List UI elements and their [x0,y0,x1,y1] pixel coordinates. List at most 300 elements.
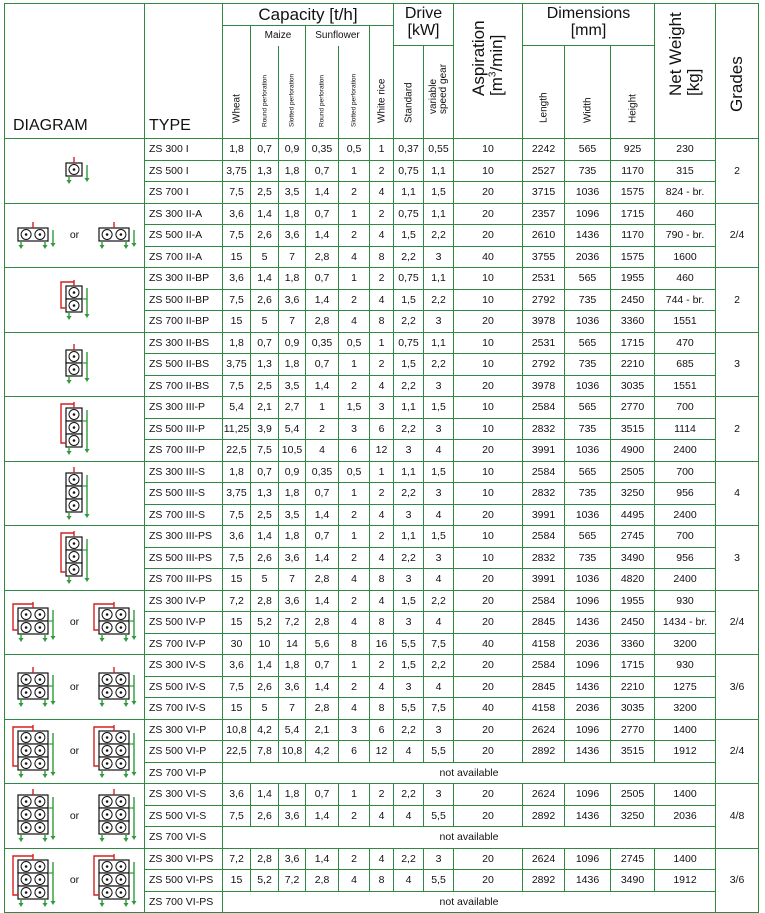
value-cell: 1,8 [279,483,306,505]
value-cell: 700 [655,461,716,483]
not-available-cell: not available [223,827,716,849]
value-cell: 4 [424,440,454,462]
type-cell: ZS 500 III-P [145,418,223,440]
value-cell: 2,8 [306,246,339,268]
type-cell: ZS 700 II-A [145,246,223,268]
value-cell: 3,75 [223,354,251,376]
value-cell: 2,5 [251,182,279,204]
value-cell: 2745 [611,848,655,870]
value-cell: 4 [424,612,454,634]
value-cell: 20 [454,784,523,806]
value-cell: 2,2 [394,311,424,333]
type-cell: ZS 500 II-A [145,225,223,247]
sunflower-header: Sunflower [306,26,370,46]
value-cell: 0,7 [251,461,279,483]
value-cell: 2832 [523,418,565,440]
value-cell: 1,4 [306,848,339,870]
or-label: or [69,874,80,887]
value-cell: 2400 [655,569,716,591]
value-cell: 3250 [611,483,655,505]
value-cell: 7,5 [223,225,251,247]
value-cell: 2,1 [251,397,279,419]
value-cell: 1114 [655,418,716,440]
value-cell: 10 [454,397,523,419]
value-cell: 2584 [523,461,565,483]
value-cell: 20 [454,203,523,225]
value-cell: 1,8 [279,526,306,548]
value-cell: 0,7 [251,139,279,161]
value-cell: 4 [370,225,394,247]
table-row [5,590,759,612]
capacity-header: Capacity [t/h] [223,4,394,26]
flow-diagram-icon-alt [89,725,141,778]
diagram-header: DIAGRAM [5,4,145,139]
value-cell: 2,8 [306,612,339,634]
value-cell: 0,75 [394,203,424,225]
value-cell: 565 [565,461,611,483]
specification-table [4,3,759,913]
value-cell: 460 [655,203,716,225]
value-cell: 4 [306,440,339,462]
value-cell: 3 [394,440,424,462]
variable-speed-gear-header: variable speed gear [424,46,454,139]
value-cell: 3,6 [279,289,306,311]
value-cell: 735 [565,354,611,376]
value-cell: 1 [370,332,394,354]
value-cell: 20 [454,440,523,462]
value-cell: 2610 [523,225,565,247]
value-cell: 20 [454,676,523,698]
value-cell: 735 [565,483,611,505]
value-cell: 15 [223,698,251,720]
flow-diagram-icon [8,854,60,907]
value-cell: 3991 [523,569,565,591]
value-cell: 10 [251,633,279,655]
value-cell: 3 [424,547,454,569]
value-cell: 2892 [523,805,565,827]
value-cell: 0,75 [394,160,424,182]
flow-diagram-icon [56,344,94,384]
value-cell: 30 [223,633,251,655]
flow-diagram-icon [8,602,60,642]
type-header: TYPE [145,4,223,139]
value-cell: 1955 [611,268,655,290]
value-cell: 1436 [565,676,611,698]
value-cell: 0,9 [279,332,306,354]
value-cell: 2624 [523,719,565,741]
type-cell: ZS 500 III-S [145,483,223,505]
value-cell: 4 [370,182,394,204]
value-cell: 930 [655,655,716,677]
type-cell: ZS 500 II-BP [145,289,223,311]
value-cell: 4 [394,870,424,892]
value-cell: 0,7 [306,483,339,505]
value-cell: 10 [454,139,523,161]
value-cell: 3,6 [279,805,306,827]
value-cell: 22,5 [223,440,251,462]
value-cell: 2,6 [251,547,279,569]
value-cell: 6 [370,719,394,741]
value-cell: 735 [565,160,611,182]
value-cell: 1036 [565,440,611,462]
type-cell: ZS 300 VI-S [145,784,223,806]
type-cell: ZS 300 III-S [145,461,223,483]
value-cell: 1400 [655,848,716,870]
value-cell: 3 [424,483,454,505]
value-cell: 3,5 [279,504,306,526]
value-cell: 12 [370,741,394,763]
value-cell: 10 [454,289,523,311]
value-cell: 2 [370,655,394,677]
value-cell: 4 [394,741,424,763]
grades-cell: 2/4 [716,203,759,268]
value-cell: 5,2 [251,870,279,892]
type-cell: ZS 300 IV-S [145,655,223,677]
diagram-cell [5,719,145,784]
value-cell: 20 [454,870,523,892]
grades-cell: 2 [716,397,759,462]
value-cell: 10 [454,268,523,290]
standard-header: Standard [394,46,424,139]
value-cell: 1 [339,526,370,548]
value-cell: 5 [251,569,279,591]
value-cell: 8 [370,698,394,720]
value-cell: 1,3 [251,160,279,182]
grades-cell: 4/8 [716,784,759,849]
value-cell: 3 [394,676,424,698]
value-cell: 2892 [523,870,565,892]
grades-cell: 3/6 [716,848,759,913]
value-cell: 0,7 [306,160,339,182]
value-cell: 8 [370,612,394,634]
value-cell: 3,6 [223,203,251,225]
value-cell: 0,9 [279,461,306,483]
height-header: Height [611,46,655,139]
value-cell: 470 [655,332,716,354]
value-cell: 20 [454,719,523,741]
value-cell: 1715 [611,203,655,225]
value-cell: 0,9 [279,139,306,161]
type-cell: ZS 500 IV-P [145,612,223,634]
value-cell: 7,2 [223,590,251,612]
value-cell: 5,2 [251,612,279,634]
type-cell: ZS 300 III-P [145,397,223,419]
value-cell: 4 [424,569,454,591]
value-cell: 3360 [611,311,655,333]
value-cell: 5,4 [223,397,251,419]
value-cell: 1170 [611,160,655,182]
value-cell: 565 [565,332,611,354]
value-cell: 2 [339,225,370,247]
value-cell: 2,2 [424,289,454,311]
value-cell: 1,8 [279,203,306,225]
value-cell: 2450 [611,289,655,311]
value-cell: 1,5 [394,289,424,311]
value-cell: 3490 [611,870,655,892]
type-cell: ZS 300 II-BS [145,332,223,354]
value-cell: 2450 [611,612,655,634]
value-cell: 8 [370,569,394,591]
value-cell: 3 [394,569,424,591]
value-cell: 1,4 [251,784,279,806]
value-cell: 2,8 [306,698,339,720]
value-cell: 2 [370,354,394,376]
value-cell: 3,6 [223,526,251,548]
value-cell: 2,8 [251,848,279,870]
value-cell: 5,5 [424,805,454,827]
value-cell: 5,4 [279,418,306,440]
diagram-cell [5,268,145,333]
type-cell: ZS 300 III-PS [145,526,223,548]
value-cell: 1,4 [251,203,279,225]
value-cell: 40 [454,633,523,655]
diagram-cell [5,848,145,913]
value-cell: 2745 [611,526,655,548]
value-cell: 8 [370,870,394,892]
value-cell: 4 [370,504,394,526]
value-cell: 3,6 [279,590,306,612]
type-cell: ZS 300 VI-P [145,719,223,741]
table-row [5,332,759,354]
value-cell: 10 [454,526,523,548]
value-cell: 1,5 [394,655,424,677]
value-cell: 1 [339,268,370,290]
value-cell: 565 [565,397,611,419]
value-cell: 15 [223,870,251,892]
value-cell: 1036 [565,182,611,204]
value-cell: 6 [339,741,370,763]
diagram-cell [5,397,145,462]
value-cell: 3 [424,311,454,333]
value-cell: 40 [454,698,523,720]
value-cell: 735 [565,547,611,569]
value-cell: 1,1 [394,526,424,548]
value-cell: 2,5 [251,375,279,397]
value-cell: 4 [339,311,370,333]
value-cell: 1,5 [394,590,424,612]
value-cell: 20 [454,569,523,591]
diagram-cell [5,784,145,849]
value-cell: 2,2 [394,246,424,268]
net-weight-header: Net Weight [kg] [655,4,716,139]
value-cell: 1575 [611,182,655,204]
value-cell: 2,2 [424,655,454,677]
value-cell: 1551 [655,311,716,333]
grades-cell: 2/4 [716,719,759,784]
value-cell: 1,5 [424,461,454,483]
type-cell: ZS 700 VI-P [145,762,223,784]
value-cell: 0,55 [424,139,454,161]
grades-cell: 2 [716,139,759,204]
table-row [5,655,759,677]
value-cell: 3 [370,397,394,419]
value-cell: 2,2 [394,483,424,505]
value-cell: 3200 [655,633,716,655]
diagram-cell [5,203,145,268]
value-cell: 4 [370,547,394,569]
value-cell: 2,2 [394,547,424,569]
type-cell: ZS 300 II-A [145,203,223,225]
type-cell: ZS 700 III-P [145,440,223,462]
table-row [5,397,759,419]
value-cell: 4 [424,676,454,698]
value-cell: 1,4 [251,526,279,548]
value-cell: 2210 [611,676,655,698]
value-cell: 2505 [611,784,655,806]
value-cell: 5,5 [394,698,424,720]
value-cell: 2845 [523,676,565,698]
value-cell: 735 [565,418,611,440]
or-label: or [69,745,80,758]
value-cell: 4158 [523,698,565,720]
value-cell: 2624 [523,784,565,806]
value-cell: 0,35 [306,139,339,161]
spec-body [5,139,759,913]
value-cell: 2,8 [251,590,279,612]
value-cell: 1,8 [223,139,251,161]
value-cell: 7 [279,311,306,333]
grades-cell: 2/4 [716,590,759,655]
value-cell: 1,1 [424,332,454,354]
value-cell: 1434 - br. [655,612,716,634]
value-cell: 4 [370,590,394,612]
value-cell: 7,5 [223,805,251,827]
sunflower-slotted-perforation-header: Slotted perforation [339,46,370,139]
value-cell: 10,8 [279,741,306,763]
value-cell: 8 [339,633,370,655]
value-cell: 20 [454,848,523,870]
value-cell: 2 [370,268,394,290]
value-cell: 2 [339,547,370,569]
value-cell: 700 [655,526,716,548]
value-cell: 3 [339,719,370,741]
value-cell: 6 [339,440,370,462]
value-cell: 1,8 [279,354,306,376]
value-cell: 2,6 [251,225,279,247]
value-cell: 3,6 [279,676,306,698]
maize-slotted-perforation-header: Slotted perforation [279,46,306,139]
value-cell: 1,1 [424,160,454,182]
value-cell: 7 [279,698,306,720]
value-cell: 3,6 [223,784,251,806]
value-cell: 0,7 [306,655,339,677]
value-cell: 315 [655,160,716,182]
value-cell: 1,8 [279,655,306,677]
value-cell: 4 [424,504,454,526]
value-cell: 1,5 [424,182,454,204]
value-cell: 16 [370,633,394,655]
diagram-cell [5,461,145,526]
value-cell: 2036 [655,805,716,827]
value-cell: 7,5 [223,676,251,698]
value-cell: 3360 [611,633,655,655]
type-cell: ZS 700 II-BS [145,375,223,397]
value-cell: 565 [565,139,611,161]
value-cell: 230 [655,139,716,161]
value-cell: 5,4 [279,719,306,741]
value-cell: 0,35 [306,332,339,354]
value-cell: 2 [339,590,370,612]
value-cell: 3,6 [279,547,306,569]
value-cell: 4 [370,289,394,311]
value-cell: 3,6 [223,655,251,677]
type-cell: ZS 500 VI-PS [145,870,223,892]
value-cell: 2584 [523,590,565,612]
value-cell: 2584 [523,397,565,419]
value-cell: 790 - br. [655,225,716,247]
value-cell: 2 [339,182,370,204]
value-cell: 20 [454,612,523,634]
flow-diagram-icon [56,157,94,184]
or-label: or [69,616,80,629]
value-cell: 3 [339,418,370,440]
value-cell: 10,5 [279,440,306,462]
value-cell: 2 [370,483,394,505]
value-cell: 1,4 [306,225,339,247]
value-cell: 1,4 [306,805,339,827]
value-cell: 2 [339,289,370,311]
value-cell: 2,2 [394,719,424,741]
white-rice-header: White rice [370,26,394,139]
value-cell: 2,5 [251,504,279,526]
maize-round-perforation-header: Round perforation [251,46,279,139]
value-cell: 1,4 [306,375,339,397]
value-cell: 1096 [565,719,611,741]
value-cell: 0,75 [394,268,424,290]
type-cell: ZS 700 IV-S [145,698,223,720]
value-cell: 3 [394,612,424,634]
value-cell: 3200 [655,698,716,720]
value-cell: 1912 [655,741,716,763]
table-row [5,203,759,225]
grades-cell: 2 [716,268,759,333]
value-cell: 1,3 [251,354,279,376]
value-cell: 5 [251,311,279,333]
type-cell: ZS 500 I [145,160,223,182]
value-cell: 1,1 [394,397,424,419]
value-cell: 20 [454,741,523,763]
value-cell: 1,5 [394,354,424,376]
grades-cell: 4 [716,461,759,526]
value-cell: 2,8 [306,569,339,591]
value-cell: 7,2 [223,848,251,870]
value-cell: 1096 [565,590,611,612]
value-cell: 2,6 [251,676,279,698]
value-cell: 10 [454,461,523,483]
value-cell: 2,8 [306,870,339,892]
value-cell: 4900 [611,440,655,462]
value-cell: 1,8 [279,160,306,182]
type-cell: ZS 500 II-BS [145,354,223,376]
flow-diagram-icon-alt [89,602,141,642]
table-row [5,461,759,483]
value-cell: 1436 [565,612,611,634]
not-available-cell: not available [223,762,716,784]
value-cell: 3,75 [223,483,251,505]
value-cell: 1 [339,483,370,505]
value-cell: 2892 [523,741,565,763]
value-cell: 2 [339,848,370,870]
value-cell: 7,8 [251,741,279,763]
value-cell: 1 [339,203,370,225]
value-cell: 7,5 [223,547,251,569]
value-cell: 1715 [611,655,655,677]
value-cell: 1 [339,354,370,376]
value-cell: 15 [223,246,251,268]
value-cell: 0,5 [339,332,370,354]
value-cell: 10 [454,332,523,354]
value-cell: 2400 [655,504,716,526]
